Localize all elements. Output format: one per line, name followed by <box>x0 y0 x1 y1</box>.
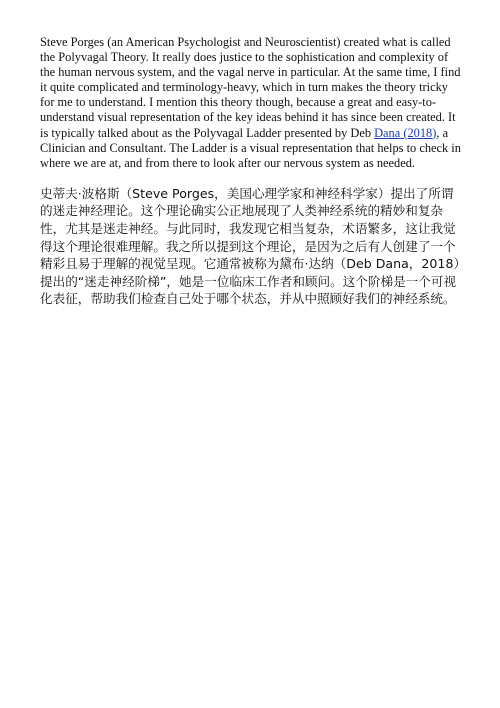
document-body <box>40 35 462 308</box>
english-paragraph <box>40 35 462 171</box>
chinese-paragraph: 史蒂夫·波格斯（Steve Porges，美国心理学家和神经科学家）提出了所谓的迷走神经理论。这个理论确实公正地展现了人类神经系统的精妙和复杂性，尤其是迷走神经。与此同时，我发现它相当复杂，术语繁多，这让我觉得这个理论很难理解。我之所以提到这个理论，是因为之后有人创建了一个精彩且易于理解的视觉呈现。它通常被称为黛布·达纳（Deb Dana，2018）提出的“迷走神经阶梯”，她是一位临床工作者和顾问。这个阶梯是一个可视化表征，帮助我们检查自己处于哪个状态，并从中照顾好我们的神经系统。 <box>40 185 460 307</box>
dana-2018-link[interactable]: Dana (2018) <box>374 125 437 140</box>
english-text-after-link: , a Clinician and Consultant. The Ladder is a visual representation that helps to check in where we are at, and from there to look after our nervous system as needed. <box>40 125 461 170</box>
english-text-before-link: Steve Porges (an American Psychologist and Neuroscientist) created what is called the Polyvagal Theory. It really does justice to the sophistication and complexity of the human nervous system, and the vagal nerve in particular. At the same time, I find it quite complicated and terminology-heavy, which in turn makes the theory tricky for me to understand. I mention this theory though, because a great and easy-to-understand visual representation of the key ideas behind it has since been created. It is typically talked about as the Polyvagal Ladder presented by Deb <box>40 35 461 140</box>
